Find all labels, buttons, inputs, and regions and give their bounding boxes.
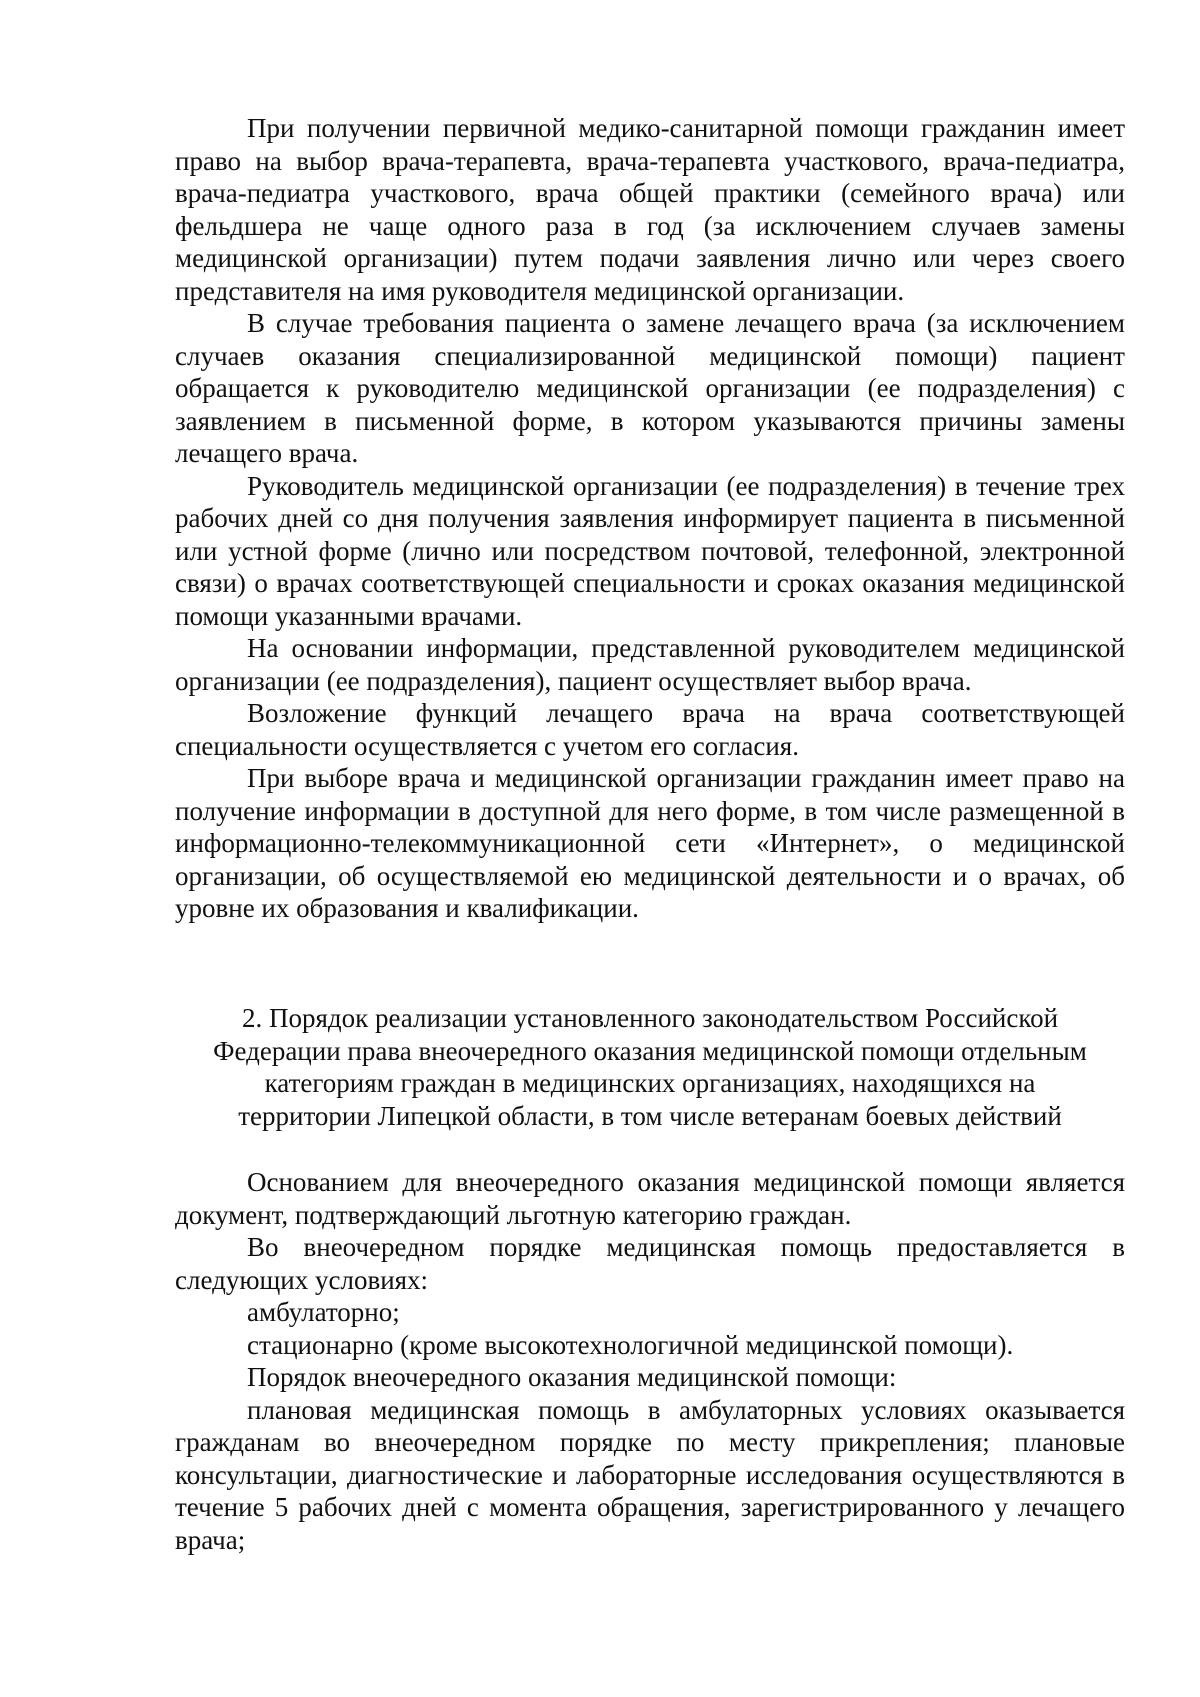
condition-outpatient: амбулаторно; [247,1297,400,1327]
paragraph-procedure-intro: Порядок внеочередного оказания медицинской помощи: [247,1362,897,1392]
paragraph-assignment-consent: Возложение функций лечащего врача на врача соответствующей специальности осуществляется с учетом его согласия. [175,698,1125,761]
paragraph-right-to-information: При выборе врача и медицинской организации гражданин имеет право на получение информации в доступной для него форме, в том числе размещенной в информационно-телекоммуникационной сети «Интернет», о медицинской организации, об осуществляемой ею медицинской деятельности и о врачах, об уровне их образования и квалификации. [175,763,1125,923]
section-1-body [175,112,1125,925]
paragraph-basis-document: Основанием для внеочередного оказания медицинской помощи является документ, подтверждающий льготную категорию граждан. [175,1167,1125,1230]
section-2-body [175,1166,1125,1556]
paragraph-conditions-intro: Во внеочередном порядке медицинская помощь предоставляется в следующих условиях: [175,1232,1125,1295]
paragraph-right-to-choose-doctor: При получении первичной медико-санитарной помощи гражданин имеет право на выбор врача-терапевта, врача-терапевта участкового, врача-педиатра, врача-педиатра участкового, врача общей практики (семейного врача) или фельдшера не чаще одного раза в год (за исключением случаев замены медицинской организации) путем подачи заявления лично или через своего представителя на имя руководителя медицинской организации. [175,113,1125,306]
heading-line: Федерации права внеочередного оказания медицинской помощи отдельным [213,1035,1087,1066]
paragraph-doctor-replacement-request: В случае требования пациента о замене лечащего врача (за исключением случаев оказания специализированной медицинской помощи) пациент обращается к руководителю медицинской организации (ее подразделения) с заявлением в письменной форме, в котором указываются причины замены лечащего врача. [175,308,1125,468]
heading-line: 2. Порядок реализации установленного законодательством Российской [241,1003,1059,1033]
paragraph-patient-chooses-doctor: На основании информации, представленной руководителем медицинской организации (ее подразделения), пациент осуществляет выбор врача. [175,633,1125,696]
paragraph-planned-outpatient-care: плановая медицинская помощь в амбулаторных условиях оказывается гражданам во внеочередном порядке по месту прикрепления; плановые консультации, диагностические и лабораторные исследования осуществляются в течение 5 рабочих дней с момента обращения, зарегистрированного у лечащего врача; [175,1394,1125,1555]
paragraph-head-informs-patient: Руководитель медицинской организации (ее подразделения) в течение трех рабочих дней со дня получения заявления информирует пациента в письменной или устной форме (лично или посредством почтовой, телефонной, электронной связи) о врачах соответствующей специальности и сроках оказания медицинской помощи указанными врачами. [175,470,1125,631]
heading-line: территории Липецкой области, в том числе ветеранам боевых действий [238,1100,1062,1131]
condition-inpatient: стационарно (кроме высокотехнологичной медицинской помощи). [247,1329,1014,1360]
heading-line: категориям граждан в медицинских организациях, находящихся на [264,1068,1036,1098]
section-2-heading [175,1002,1125,1132]
